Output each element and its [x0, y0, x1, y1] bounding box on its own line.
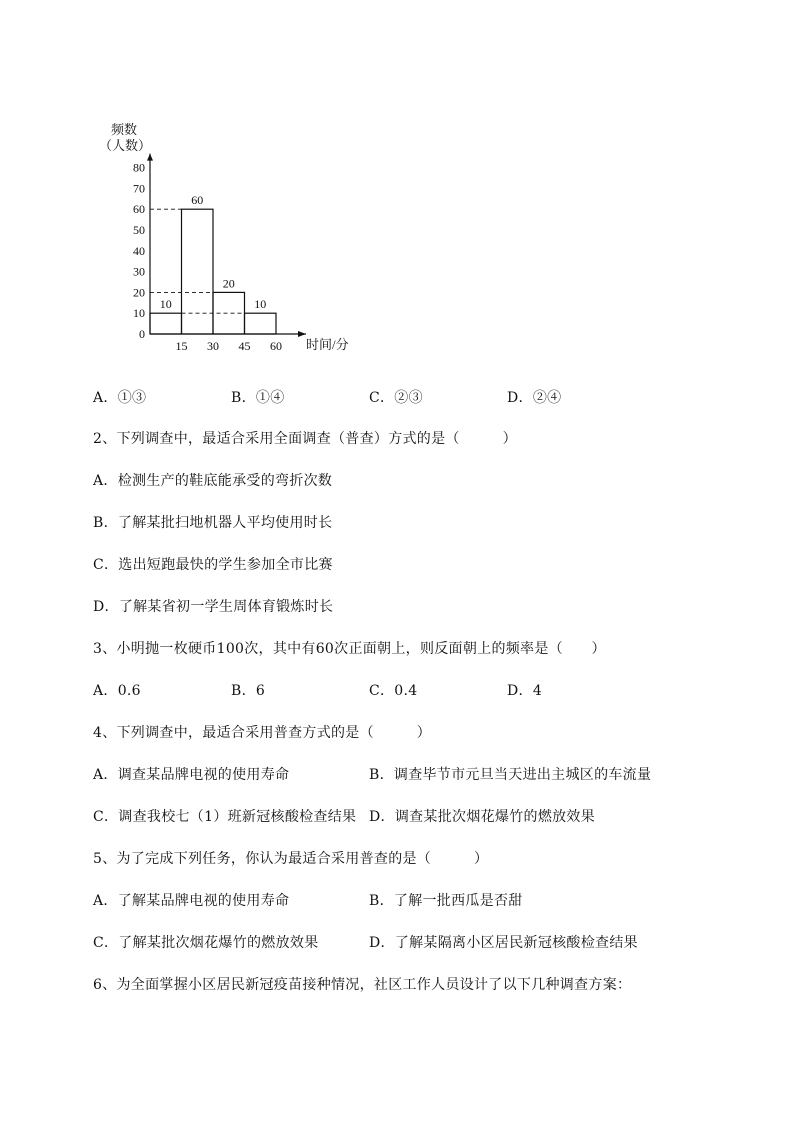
q2-stem: 2、下列调查中，最适合采用全面调查（普查）方式的是（ ） — [93, 431, 517, 447]
q4-option-d[interactable]: D．调查某批次烟花爆竹的燃放效果 — [369, 809, 596, 825]
bar-value-label: 20 — [222, 276, 235, 291]
histogram-bar — [245, 313, 277, 334]
x-tick-label: 45 — [238, 339, 251, 353]
q1-option-a[interactable]: A．①③ — [93, 390, 147, 406]
x-tick-label: 60 — [270, 339, 282, 353]
q4-option-a[interactable]: A．调查某品牌电视的使用寿命 — [93, 767, 290, 783]
q1-option-d[interactable]: D．②④ — [507, 390, 562, 406]
q6-stem: 6、为全面掌握小区居民新冠疫苗接种情况，社区工作人员设计了以下几种调查方案： — [93, 977, 632, 993]
q4-option-b[interactable]: B．调查毕节市元旦当天进出主城区的车流量 — [369, 767, 652, 783]
x-tick-label: 15 — [175, 339, 188, 353]
q5-option-b[interactable]: B．了解一批西瓜是否甜 — [369, 893, 523, 909]
q3-option-c[interactable]: C．0.4 — [369, 683, 418, 699]
q4-option-c[interactable]: C．调查我校七（1）班新冠核酸检查结果 — [93, 809, 357, 825]
y-axis-title-line1: 频数 — [111, 122, 138, 137]
x-tick-label: 30 — [207, 339, 219, 353]
q2-option-a[interactable]: A．检测生产的鞋底能承受的弯折次数 — [93, 473, 333, 489]
q4-stem: 4、下列调查中，最适合采用普查方式的是（ ） — [93, 725, 432, 741]
q2-option-d[interactable]: D．了解某省初一学生周体育锻炼时长 — [93, 599, 334, 615]
q2-option-c[interactable]: C．选出短跑最快的学生参加全市比赛 — [93, 557, 333, 573]
y-axis-title-line2: （人数） — [99, 138, 152, 153]
y-axis-arrow — [147, 154, 153, 161]
q3-stem: 3、小明抛一枚硬币100次，其中有60次正面朝上，则反面朝上的频率是（ ） — [93, 641, 606, 657]
y-tick-label: 20 — [133, 285, 145, 300]
y-tick-label: 80 — [133, 160, 145, 175]
histogram-bar — [182, 209, 214, 334]
q5-option-a[interactable]: A．了解某品牌电视的使用寿命 — [93, 893, 290, 909]
y-tick-label: 10 — [133, 306, 145, 321]
q1-option-c[interactable]: C．②③ — [369, 390, 423, 406]
q3-option-a[interactable]: A．0.6 — [93, 683, 141, 699]
q5-stem: 5、为了完成下列任务，你认为最适合采用普查的是（ ） — [93, 851, 489, 867]
q1-option-b[interactable]: B．①④ — [231, 390, 285, 406]
bar-value-label: 10 — [159, 297, 172, 312]
q5-option-c[interactable]: C．了解某批次烟花爆竹的燃放效果 — [93, 935, 319, 951]
y-tick-label: 70 — [133, 181, 145, 196]
q3-option-d[interactable]: D．4 — [507, 683, 543, 699]
q2-option-b[interactable]: B．了解某批扫地机器人平均使用时长 — [93, 515, 333, 531]
q5-option-d[interactable]: D．了解某隔离小区居民新冠核酸检查结果 — [369, 935, 638, 951]
bars — [150, 209, 276, 334]
y-tick-label: 50 — [133, 223, 145, 237]
bar-value-label: 60 — [191, 193, 204, 208]
histogram-chart — [95, 112, 365, 362]
histogram-bar — [150, 313, 182, 334]
x-axis-title: 时间/分 — [306, 337, 349, 352]
bar-value-label: 10 — [254, 297, 267, 312]
y-tick-label: 40 — [133, 243, 145, 258]
q3-option-b[interactable]: B．6 — [231, 683, 266, 699]
y-tick-label: 60 — [133, 202, 145, 217]
x-axis-arrow — [298, 331, 306, 337]
y-tick-label: 30 — [133, 264, 145, 279]
y-tick-label: 0 — [139, 327, 145, 341]
labels — [99, 122, 349, 353]
